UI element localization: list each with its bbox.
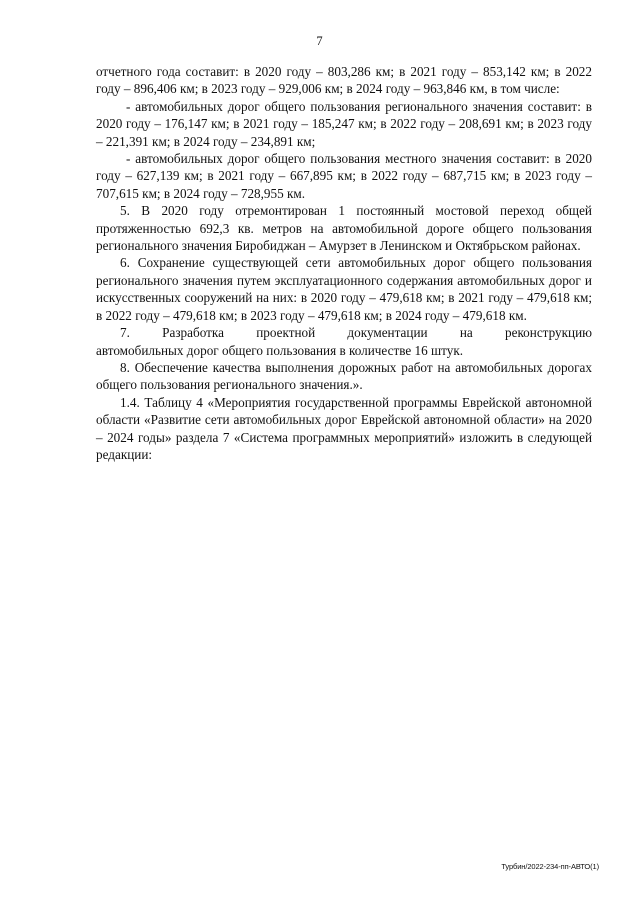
paragraph-local-roads: - автомобильных дорог общего пользования местного значения составит: в 2020 году – 627,139 км; в 2021 году – 667,895 км; в 2022 году – 687,715 км; в 2023 году – 707,615 км; в 2024 году – 728,955 км.	[96, 151, 592, 201]
paragraph-regional-roads: - автомобильных дорог общего пользования регионального значения составит: в 2020 году – 176,147 км; в 2021 году – 185,247 км; в 2022 году – 208,691 км; в 2023 году – 221,391 км; в 2024 году – 234,891 км;	[96, 98, 592, 149]
paragraph-item-7: 7. Разработка проектной документации на реконструкцию	[120, 325, 592, 341]
document-body	[96, 63, 592, 463]
paragraph-item-5: 5. В 2020 году отремонтирован 1 постоянный мостовой переход общей протяженностью 692,3 кв. метров на автомобильной дороге общего пользования регионального значения Биробиджан – Амурзет в Ленинском и Октябрьском районах.	[96, 203, 592, 254]
paragraph-total-length: отчетного года составит: в 2020 году – 803,286 км; в 2021 году – 853,142 км; в 2022 году – 896,406 км; в 2023 году – 929,006 км; в 2024 году – 963,846 км, в том числе:	[96, 64, 592, 97]
page-number: 7	[316, 34, 323, 48]
paragraph-item-6: 6. Сохранение существующей сети автомобильных дорог общего пользования регионального значения путем эксплуатационного содержания автомобильных дорог и искусственных сооружений на них: в 2020 году – 479,618 км; в 2021 году – 479,618 км; в 2022 году – 479,618 км; в 2023 году – 479,618 км; в 2024 году – 479,618 км.	[96, 255, 592, 323]
document-code: Турбин/2022-234-пп-АВТО(1)	[501, 862, 599, 871]
paragraph-item-8: 8. Обеспечение качества выполнения дорожных работ на автомобильных дорогах общего пользования регионального значения.».	[96, 359, 592, 393]
paragraph-item-7-continuation: автомобильных дорог общего пользования в количестве 16 штук.	[96, 342, 464, 358]
paragraph-item-1-4: 1.4. Таблицу 4 «Мероприятия государственной программы Еврейской автономной области «Развитие сети автомобильных дорог Еврейской автономной области» на 2020 – 2024 годы» раздела 7 «Система программных мероприятий» изложить в следующей редакции:	[96, 394, 592, 462]
